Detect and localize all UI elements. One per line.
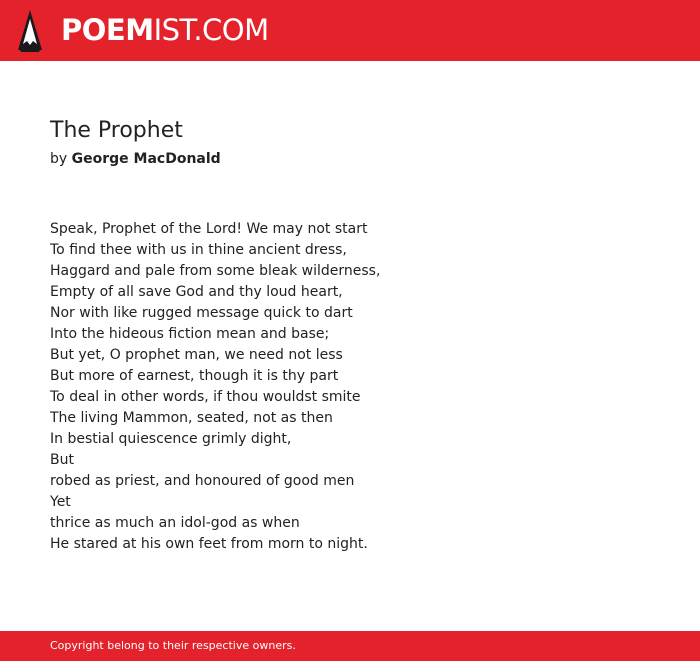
poem-line: Nor with like rugged message quick to dart	[50, 305, 353, 321]
copyright-text: Copyright belong to their respective owners.	[50, 639, 296, 652]
poem-line: Speak, Prophet of the Lord! We may not start	[50, 221, 368, 237]
poem-line: But more of earnest, though it is thy part	[50, 368, 339, 384]
logo-text-light: IST.COM	[153, 13, 269, 47]
poem-body	[50, 219, 650, 555]
byline-prefix: by	[50, 151, 68, 167]
poem-line: robed as priest, and honoured of good men	[50, 473, 355, 489]
poem-line: The living Mammon, seated, not as then	[50, 410, 333, 426]
byline	[50, 149, 221, 169]
poem-line: To find thee with us in thine ancient dress,	[50, 242, 347, 258]
site-logo[interactable]	[61, 12, 269, 48]
site-footer	[0, 631, 700, 661]
poem-line: But yet, O prophet man, we need not less	[50, 347, 343, 363]
poem-line: In bestial quiescence grimly dight,	[50, 431, 292, 447]
poem-line: Empty of all save God and thy loud heart,	[50, 284, 343, 300]
poem-line: To deal in other words, if thou wouldst smite	[50, 389, 361, 405]
poem-title: The Prophet	[50, 118, 183, 143]
poem-line: Yet	[50, 494, 71, 510]
logo-text-bold: POEM	[61, 13, 154, 47]
poem-line: But	[50, 452, 74, 468]
site-header	[0, 0, 700, 61]
author-name: George MacDonald	[71, 151, 221, 167]
pencil-icon[interactable]	[18, 10, 42, 52]
poem-line: Haggard and pale from some bleak wilderness,	[50, 263, 381, 279]
poem-line: Into the hideous fiction mean and base;	[50, 326, 330, 342]
poem-line: thrice as much an idol-god as when	[50, 515, 300, 531]
poem-line: He stared at his own feet from morn to night.	[50, 536, 368, 552]
